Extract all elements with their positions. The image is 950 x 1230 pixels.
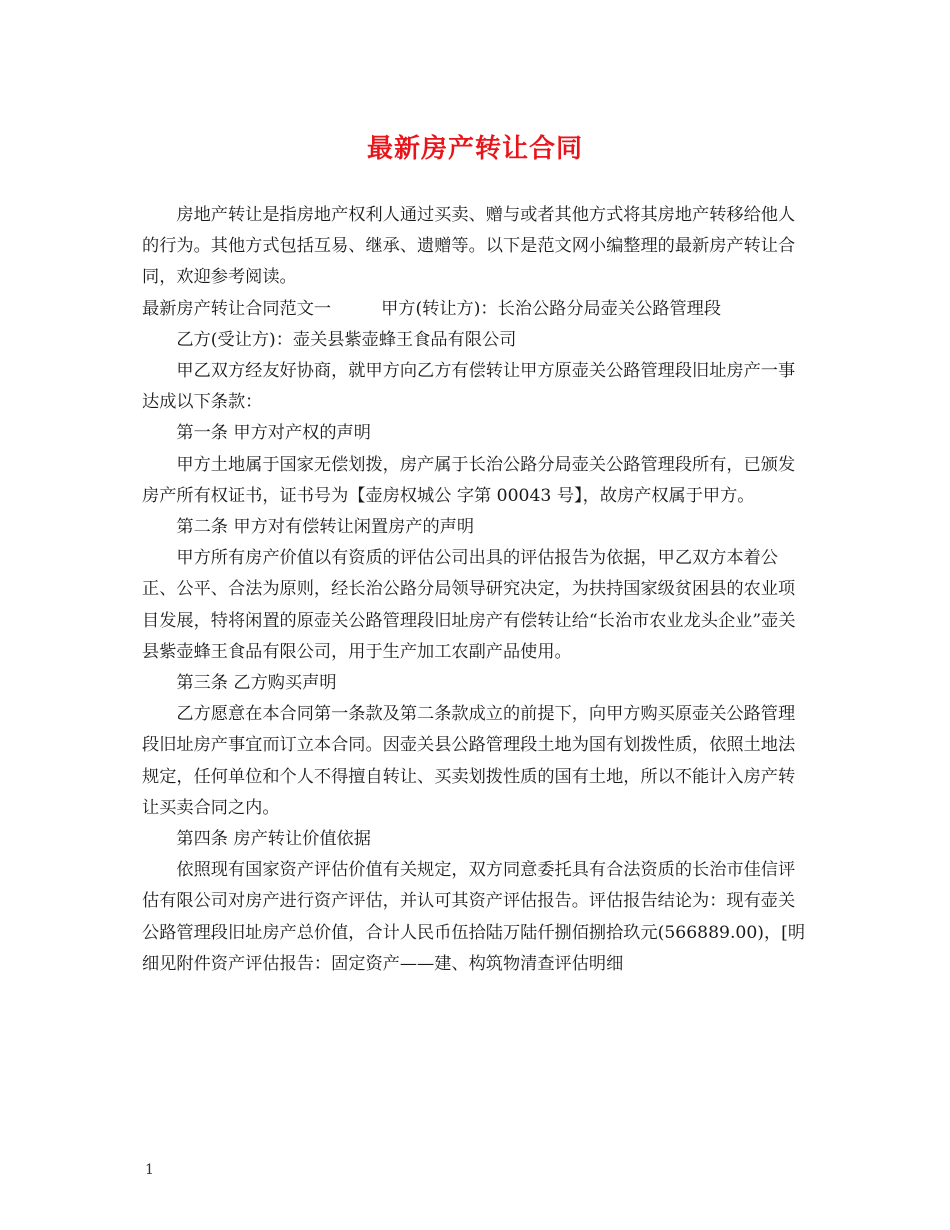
example-title-text: 最新房产转让合同范文一 (142, 298, 332, 319)
article-1-heading: 第一条 甲方对产权的声明 (176, 423, 371, 444)
document-title: 最新房产转让合同 (366, 134, 583, 164)
paragraph-example-heading (142, 294, 812, 325)
document-body (142, 200, 812, 980)
party-a-text: 甲方(转让方)：长治公路分局壶关公路管理段 (381, 298, 722, 319)
article-4-heading: 第四条 房产转让价值依据 (176, 829, 371, 850)
article-4-body: 依照现有国家资产评估价值有关规定，双方同意委托具有合法资质的长治市佳信评估有限公司对房产进行资产评估，并认可其资产评估报告。评估报告结论为：现有壶关公路管理段旧址房产总价值，合计人民币伍拾陆万陆仟捌佰捌拾玖元(566889.00)，[明细见附件资产评估报告：固定资产——建、构筑物清查评估明细 (142, 860, 806, 974)
article-2-heading: 第二条 甲方对有偿转让闲置房产的声明 (176, 517, 475, 538)
page-number: 1 (145, 1162, 154, 1178)
article-1-body: 甲方土地属于国家无偿划拨，房产属于长治公路分局壶关公路管理段所有，已颁发房产所有权证书，证书号为【壶房权城公 字第 00043 号】，故房产权属于甲方。 (142, 454, 796, 506)
paragraph-intro: 房地产转让是指房地产权利人通过买卖、赠与或者其他方式将其房地产转移给他人的行为。其他方式包括互易、继承、遗赠等。以下是范文网小编整理的最新房产转让合同，欢迎参考阅读。 (142, 205, 796, 288)
article-3-body: 乙方愿意在本合同第一条款及第二条款成立的前提下，向甲方购买原壶关公路管理段旧址房产事宜而订立本合同。因壶关县公路管理段土地为国有划拨性质，依照土地法规定，任何单位和个人不得擅自转让、买卖划拨性质的国有土地，所以不能计入房产转让买卖合同之内。 (142, 704, 796, 818)
article-2-body: 甲方所有房产价值以有资质的评估公司出具的评估报告为依据，甲乙双方本着公正、公平、合法为原则，经长治公路分局领导研究决定，为扶持国家级贫困县的农业项目发展，特将闲置的原壶关公路管理段旧址房产有偿转让给“长治市农业龙头企业”壶关县紫壶蜂王食品有限公司，用于生产加工农副产品使用。 (142, 548, 796, 662)
paragraph-preamble: 甲乙双方经友好协商，就甲方向乙方有偿转让甲方原壶关公路管理段旧址房产一事达成以下条款： (142, 361, 796, 413)
paragraph-party-b: 乙方(受让方)：壶关县紫壶蜂王食品有限公司 (176, 329, 517, 350)
article-3-heading: 第三条 乙方购买声明 (176, 673, 337, 694)
